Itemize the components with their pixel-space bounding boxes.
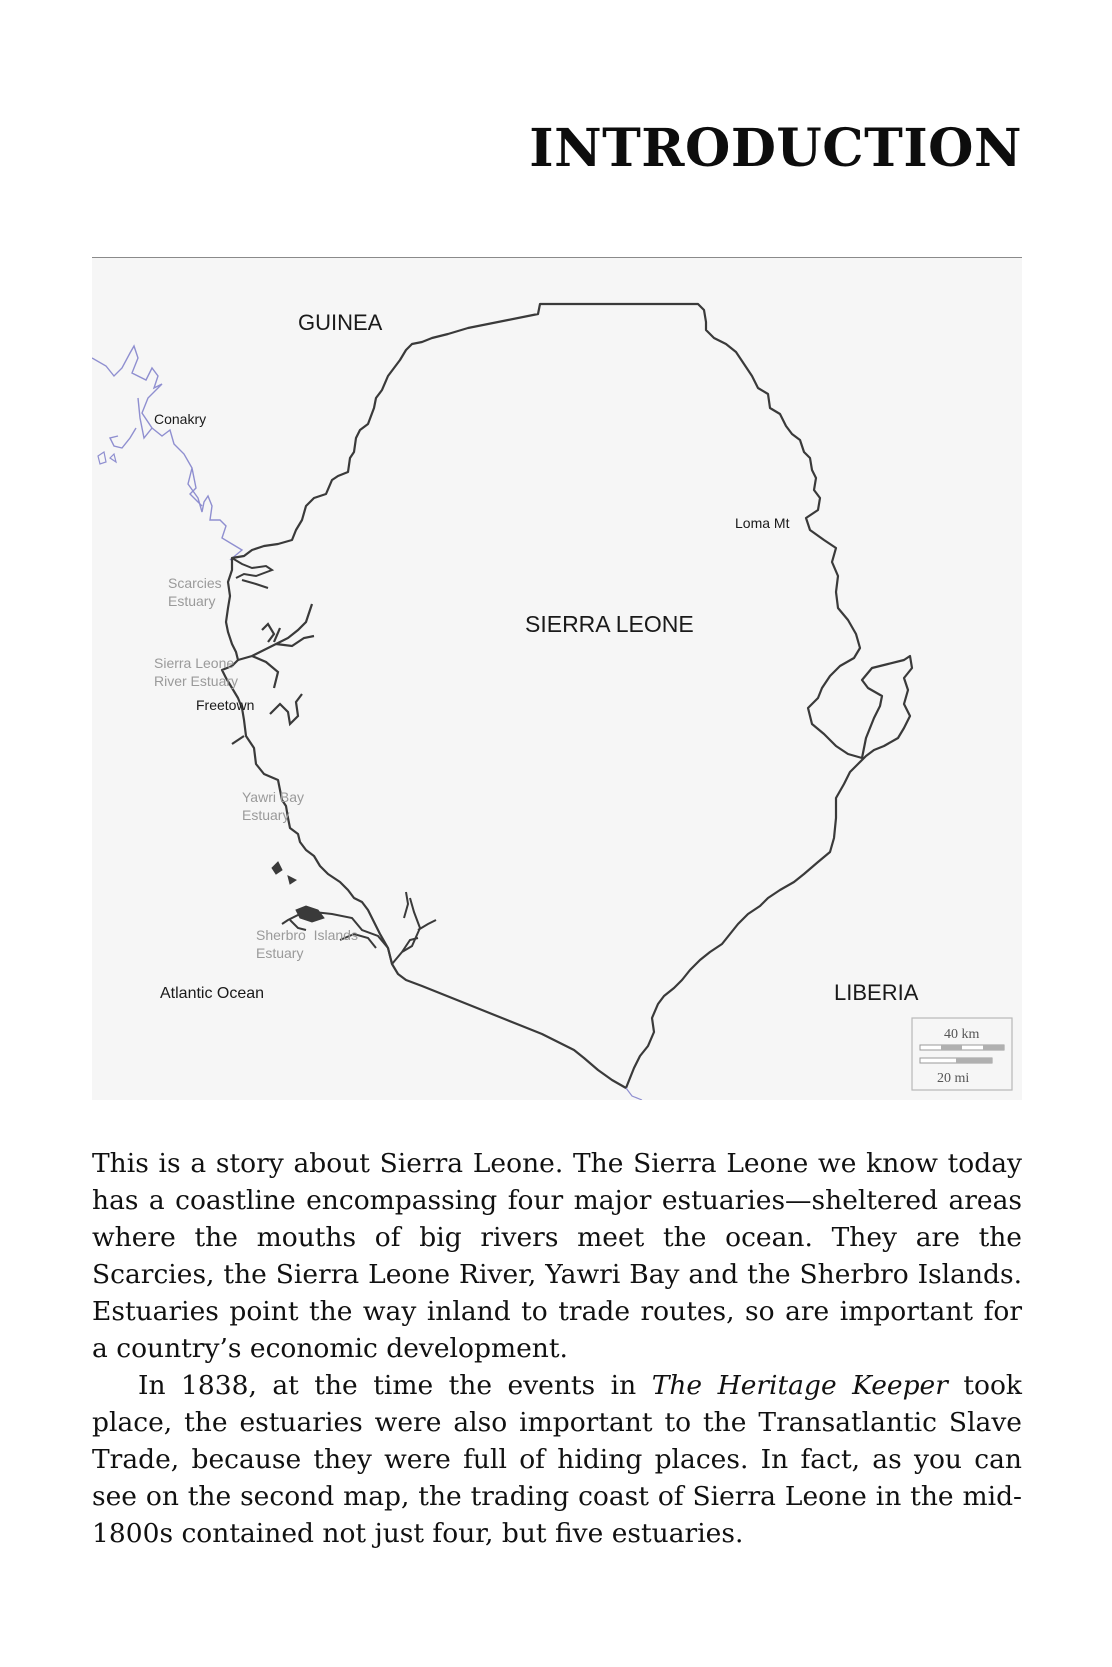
label-guinea: GUINEA [298,310,383,335]
label-scarcies-line1: Scarcies [168,575,222,591]
sierra-leone-border [222,304,912,1088]
book-title-italic: The Heritage Keeper [651,1370,948,1401]
scale-bar [912,1018,1012,1090]
label-freetown: Freetown [196,697,255,713]
scarcies-estuary-inlet [232,558,272,588]
liberia-coast-tail [626,1088,642,1100]
label-liberia: LIBERIA [834,980,919,1005]
scale-km-label: 40 km [944,1027,980,1042]
guinea-coastline [92,346,242,560]
sierra-leone-river-inlet [238,604,314,688]
paragraph-1: This is a story about Sierra Leone. The Sierra Leone we know today has a coastline encompassing four major estuaries—sheltered areas where the mouths of big rivers meet the ocean. They are the Scarcies, the Sierra Leone River, Yawri Bay and the Sherbro Islands. Estuaries point the way inland to trade routes, so are important for a country’s economic development. [92,1148,1022,1364]
label-atlantic-ocean: Atlantic Ocean [160,985,265,1002]
label-yawri-line2: Estuary [242,807,290,823]
label-loma-mt: Loma Mt [735,515,790,531]
body-text [92,1145,1022,1552]
sierra-leone-map [92,258,1022,1100]
label-scarcies-line2: Estuary [168,593,216,609]
page-title: INTRODUCTION [529,118,1022,179]
label-sl-river-line1: Sierra Leone [154,655,235,671]
label-sierra-leone: SIERRA LEONE [525,611,694,637]
label-sherbro-line2: Estuary [256,945,304,961]
paragraph-2-end: took place, the estuaries were also important to the Transatlantic Slave Trade, because they were full of hiding places. In fact, as you can see on the second map, the trading coast of Sierra Leone in the mid-1800s contained not just four, but five estuaries. [92,1370,1022,1549]
scale-mi-label: 20 mi [937,1071,970,1086]
label-yawri-line1: Yawri Bay [242,789,304,805]
label-conakry: Conakry [154,411,207,427]
paragraph-2 [92,1367,1022,1552]
guinea-islet [98,452,116,464]
label-sl-river-line2: River Estuary [154,673,239,689]
paragraph-2-start: In 1838, at the time the events in [138,1370,652,1401]
sherbro-island-shape [272,862,324,922]
label-sherbro-line1: Sherbro Islands [256,927,358,943]
